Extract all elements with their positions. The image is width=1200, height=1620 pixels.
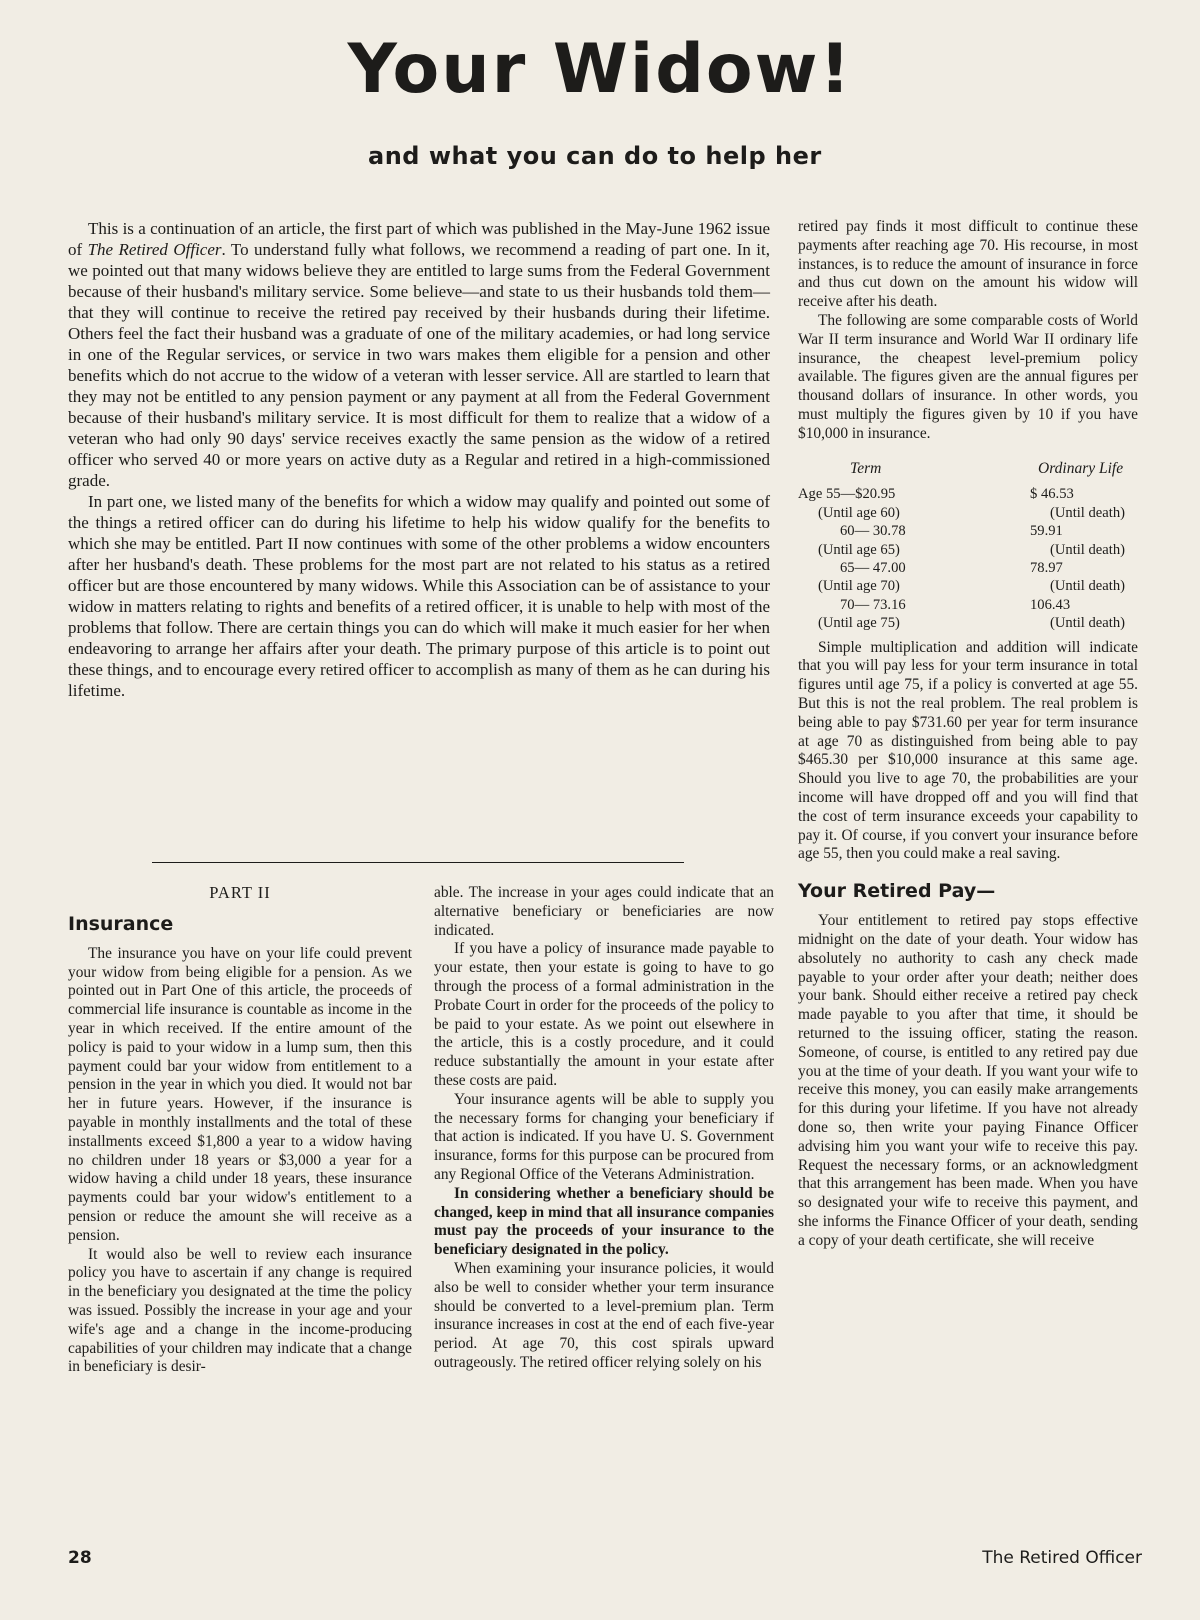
intro-paragraph-2: In part one, we listed many of the benefits for which a widow may qualify and pointed out some of the things a retired officer can do during his lifetime to help his widow qualify for the benefits to which she may be entitled. Part II now continues with some of the other problems a widow encounters after her husband's death. These problems for the most part are not related to his status as a retired officer but are those encountered by many widows. While this Association can be of assistance to your widow in matters relating to rights and benefits of a retired officer, it is unable to help with most of the problems that follow. There are certain things you can do which will make it much easier for her when endeavoring to arrange her affairs after your death. The primary purpose of this article is to point out these things, and to encourage every retired officer to accomplish as many of them as he can during his lifetime. (68, 492, 770, 700)
insurance-heading: Insurance (68, 912, 174, 935)
intro-paragraph-1 (68, 218, 770, 491)
table-header-ordinary: Ordinary Life (1038, 459, 1124, 477)
table-cell-ordinary: (Until death) (1050, 615, 1125, 632)
table-cell-ordinary: 106.43 (1030, 596, 1071, 613)
table-row (798, 577, 1138, 595)
table-cell-term: (Until age 75) (818, 615, 900, 632)
part-label: PART II (209, 883, 271, 902)
intro-p1-text-b: . To understand fully what follows, we recommend a reading of part one. In it, we pointed out that many widows believe they are entitled to large sums from the Federal Government because of their husband's military service. Some believe—and state to us their husbands told them—that they will continue to receive the retired pay received by their husbands during their lifetime. Others feel the fact their husband was a graduate of one of the military academies, or had long service in one of the Regular services, or service in two wars makes them eligible for a pension and other benefits which do not accrue to the widow of a veteran with lesser service. All are startled to learn that they may not be entitled to any pension payment or any payment at all from the Federal Government because of their husband's military service. It is most difficult for them to realize that a widow of a veteran who had only 90 days' service receives exactly the same pension as the widow of a retired officer who served 40 or more years on active duty as a Regular and retired in a high-commissioned grade. (68, 240, 770, 490)
col2-paragraph-3: Your insurance agents will be able to supply you the necessary forms for changing your beneficiary if that action is indicated. If you have U. S. Government insurance, forms for this purpose can be procured from any Regional Office of the Veterans Administration. (434, 1090, 774, 1183)
table-cell-term: (Until age 60) (818, 504, 900, 521)
table-row (798, 485, 1138, 503)
table-header-row (798, 454, 1138, 486)
table-cell-ordinary: 78.97 (1030, 559, 1063, 576)
table-row (798, 596, 1138, 614)
col2-bold-paragraph: In considering whether a beneficiary should be changed, keep in mind that all insurance companies must pay the proceeds of your insurance to the beneficiary designated in the policy. (434, 1184, 774, 1259)
insurance-paragraph-1: The insurance you have on your life could prevent your widow from being eligible for a pension. As we pointed out in Part One of this article, the proceeds of commercial life insurance is countable as income in the year in which received. If the entire amount of the policy is paid to your widow in a lump sum, then this payment could bar your widow from entitlement to a pension in the year in which you died. It would not bar her in future years. However, if the insurance is payable in monthly installments and the total of these installments exceed $1,800 a year to a widow having no children under 18 years or $3,000 a year for a widow having a child under 18 years, these insurance payments could bar your widow's entitlement to a pension or reduce the amount she will receive as a pension. (68, 944, 412, 1244)
table-cell-term: (Until age 65) (818, 541, 900, 558)
section-divider (152, 862, 684, 863)
table-cell-ordinary: (Until death) (1050, 504, 1125, 521)
table-row (798, 614, 1138, 632)
col3-paragraph-2: The following are some comparable costs of World War II term insurance and World War II ordinary life insurance, the cheapest level-premium policy available. The figures given are the annual figures per thousand dollars of insurance. In other words, you must multiply the figures given by 10 if you have $10,000 in insurance. (798, 311, 1138, 442)
table-row (798, 504, 1138, 522)
col2-paragraph-1: able. The increase in your ages could indicate that an alternative beneficiary or beneficiaries are now indicated. (434, 884, 774, 939)
insurance-paragraph-2: It would also be well to review each insurance policy you have to ascertain if any change is required in the beneficiary you designated at the time the policy was issued. Possibly the increase in your age and your wife's age and a change in the income-producing capabilities of your children may indicate that a change in beneficiary is desir- (68, 1245, 412, 1376)
col2-paragraph-2: If you have a policy of insurance made payable to your estate, then your estate is going to have to go through the process of a formal administration in the Probate Court in order for the proceeds of the policy to be paid to your estate. As we point out elsewhere in the article, this is a costly procedure, and it could reduce substantially the amount in your estate after these costs are paid. (434, 940, 774, 1089)
column-2 (434, 884, 774, 1373)
page-number: 28 (68, 1548, 92, 1568)
retired-pay-paragraph: Your entitlement to retired pay stops effective midnight on the date of your death. Your widow has absolutely no authority to cash any check made payable to your order after your death; neither does your bank. Should either receive a retired pay check made payable to you after that time, it should be returned to the issuing officer, stating the reason. Someone, of course, is entitled to any retired pay due you at the time of your death. If you want your wife to receive this money, you can easily make arrangements for this during your lifetime. If you have not already done so, then write your paying Finance Officer advising him you want your wife to receive this pay. Request the necessary forms, or an acknowledgment that this arrangement has been made. When you have so designated your wife to receive this payment, and she informs the Finance Officer of your death, sending a copy of your death certificate, she will receive (798, 912, 1138, 1249)
table-cell-term: (Until age 70) (818, 578, 900, 595)
intro-p1-text-a: This is a continuation of an article, the first part of which was published in the May-June 1962 issue of (68, 219, 770, 259)
page-footer (68, 1548, 1142, 1572)
table-cell-term: 60— 30.78 (840, 523, 906, 540)
column-3 (798, 218, 1138, 1251)
publication-name: The Retired Officer (982, 1548, 1142, 1568)
table-cell-term: 70— 73.16 (840, 596, 906, 613)
table-row (798, 541, 1138, 559)
article-subtitle: and what you can do to help her (368, 142, 822, 170)
table-header-term: Term (850, 459, 882, 477)
table-row (798, 522, 1138, 540)
table-cell-term: 65— 47.00 (840, 559, 906, 576)
cited-publication: The Retired Officer (87, 240, 222, 259)
table-row (798, 559, 1138, 577)
insurance-cost-table (798, 454, 1138, 633)
table-cell-ordinary: (Until death) (1050, 578, 1125, 595)
table-cell-term: Age 55—$20.95 (798, 486, 896, 503)
table-cell-ordinary: $ 46.53 (1030, 486, 1074, 503)
table-cell-ordinary: (Until death) (1050, 541, 1125, 558)
article-title: Your Widow! (347, 30, 853, 109)
retired-pay-heading: Your Retired Pay— (798, 880, 996, 903)
intro-section (68, 218, 770, 701)
col3-paragraph-1: retired pay finds it most difficult to continue these payments after reaching age 70. His recourse, in most instances, is to reduce the amount of insurance in force and thus cut down on the amount his widow will receive after his death. (798, 218, 1138, 311)
col3-paragraph-3: Simple multiplication and addition will indicate that you will pay less for your term insurance in total figures until age 75, if a policy is converted at age 55. But this is not the real problem. The real problem is being able to pay $731.60 per year for term insurance at age 70 as distinguished from being able to pay $465.30 per $10,000 insurance at this same age. Should you live to age 70, the probabilities are your income will have dropped off and you will find that the cost of term insurance exceeds your capability to pay it. Of course, if you convert your insurance before age 55, then you could make a real saving. (798, 638, 1138, 863)
column-1 (68, 880, 412, 1377)
col2-paragraph-5: When examining your insurance policies, it would also be well to consider whether your term insurance should be converted to a level-premium plan. Term insurance increases in cost at the end of each five-year period. At age 70, this cost spirals upward outrageously. The retired officer relying solely on his (434, 1259, 774, 1371)
table-cell-ordinary: 59.91 (1030, 523, 1063, 540)
